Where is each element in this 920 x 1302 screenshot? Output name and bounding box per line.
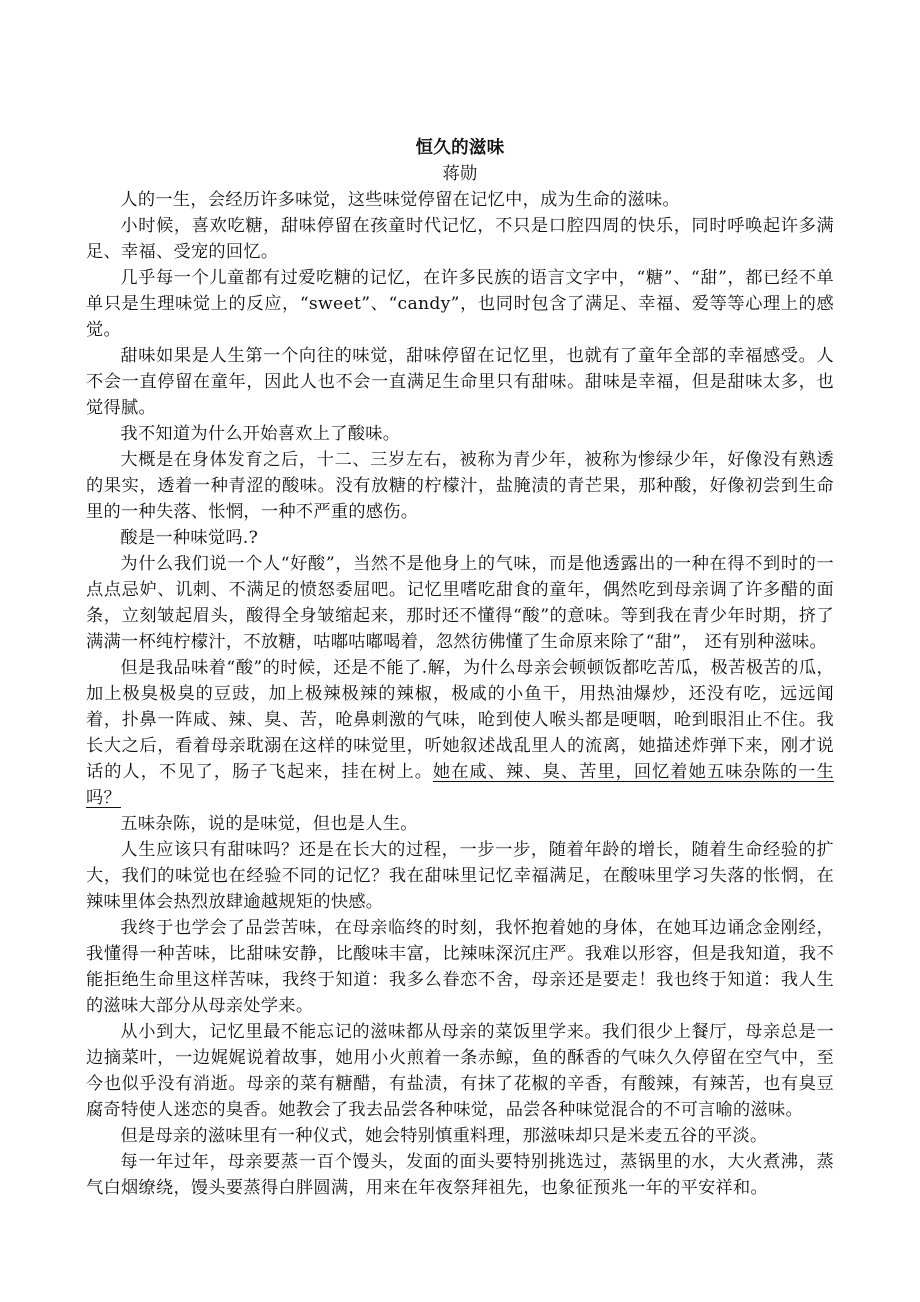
paragraph: 人生应该只有甜味吗？还是在长大的过程，一步一步，随着年龄的增长，随着生命经验的扩大，我们的味觉也在经验不同的记忆？我在甜味里记忆幸福满足，在酸味里学习失落的怅惘，在辣味里体会热烈放肆逾越规矩的快感。 (86, 840, 834, 912)
paragraph: 但是母亲的滋味里有一种仪式，她会特别慎重料理，那滋味却只是米麦五谷的平淡。 (120, 1126, 768, 1146)
paragraph: 为什么我们说一个人“好酸”，当然不是他身上的气味，而是他透露出的一种在得不到时的一点点忌妒、讥刺、不满足的愤怒委屈吧。记忆里嗜吃甜食的童年，偶然吃到母亲调了许多醋的面条，立刻皱起眉头，酸得全身皱缩起来，那时还不懂得“酸”的意味。等到我在青少年时期，挤了满满一杯纯柠檬汁，不放糖，咕嘟咕嘟喝着，忽然彷佛懂了生命原来除了“甜”， 还有别种滋味。 (86, 554, 834, 652)
paragraph: 酸是一种味觉吗.? (120, 528, 259, 548)
article (86, 135, 834, 1201)
paragraph: 甜味如果是人生第一个向往的味觉，甜味停留在记忆里，也就有了童年全部的幸福感受。人不会一直停留在童年，因此人也不会一直满足生命里只有甜味。甜味是幸福，但是甜味太多，也觉得腻。 (86, 346, 834, 418)
article-title: 恒久的滋味 (415, 138, 505, 158)
paragraph: 五味杂陈，说的是味觉，但也是人生。 (120, 814, 418, 834)
paragraph: 我不知道为什么开始喜欢上了酸味。 (120, 424, 401, 444)
paragraph: 小时候，喜欢吃糖，甜味停留在孩童时代记忆，不只是口腔四周的快乐，同时呼唤起许多满足、幸福、受宠的回忆。 (86, 216, 834, 262)
underlined-sentence: 她在咸、辣、臭、苦里，回忆着她五味杂陈的一生吗？ (86, 762, 835, 808)
paragraph: 每一年过年，母亲要蒸一百个馒头，发面的面头要特别挑选过，蒸锅里的水，大火煮沸，蒸气白烟缭绕，馒头要蒸得白胖圆满，用来在年夜祭拜祖先，也象征预兆一年的平安祥和。 (86, 1152, 834, 1198)
paragraph: 人的一生，会经历许多味觉，这些味觉停留在记忆中，成为生命的滋味。 (120, 190, 680, 210)
paragraph: 从小到大，记忆里最不能忘记的滋味都从母亲的菜饭里学来。我们很少上餐厅，母亲总是一边摘菜叶，一边娓娓说着故事，她用小火煎着一条赤鲸，鱼的酥香的气味久久停留在空气中，至今也似乎没有消逝。母亲的菜有糖醋，有盐渍，有抹了花椒的辛香，有酸辣，有辣苦，也有臭豆腐奇特使人迷恋的臭香。她教会了我去品尝各种味觉，品尝各种味觉混合的不可言喻的滋味。 (86, 1022, 834, 1120)
article-author: 蒋勋 (442, 164, 478, 184)
paragraph: 我终于也学会了品尝苦味，在母亲临终的时刻，我怀抱着她的身体，在她耳边诵念金刚经，我懂得一种苦味，比甜味安静，比酸味丰富，比辣味深沉庄严。我难以形容，但是我知道，我不能拒绝生命里这样苦味，我终于知道：我多么眷恋不舍，母亲还是要走！我也终于知道：我人生的滋味大部分从母亲处学来。 (86, 918, 834, 1016)
paragraph: 大概是在身体发育之后，十二、三岁左右，被称为青少年，被称为惨绿少年，好像没有熟透的果实，透着一种青涩的酸味。没有放糖的柠檬汁，盐腌渍的青芒果，那种酸，好像初尝到生命里的一种失落、怅惘，一种不严重的感伤。 (86, 450, 834, 522)
paragraph-with-underline (86, 655, 834, 811)
paragraph-text: 但是我品味着“酸”的时候，还是不能了.解，为什么母亲会顿顿饭都吃苦瓜，极苦极苦的瓜，加上极臭极臭的豆豉，加上极辣极辣的辣椒，极咸的小鱼干，用热油爆炒，还没有吃，远远闻着，扑鼻一阵咸、辣、臭、苦，呛鼻刺激的气味，呛到使人喉头都是哽咽，呛到眼泪止不住。我长大之后，看着母亲耽溺在这样的味觉里，听她叙述战乱里人的流离，她描述炸弹下来，刚才说话的人，不见了，肠子飞起来，挂在树上。 (86, 658, 834, 782)
paragraph: 几乎每一个儿童都有过爱吃糖的记忆，在许多民族的语言文字中，“糖”、“甜”，都已经不单单只是生理味觉上的反应，“sweet”、“candy”，也同时包含了满足、幸福、爱等等心理上的感觉。 (86, 268, 834, 340)
